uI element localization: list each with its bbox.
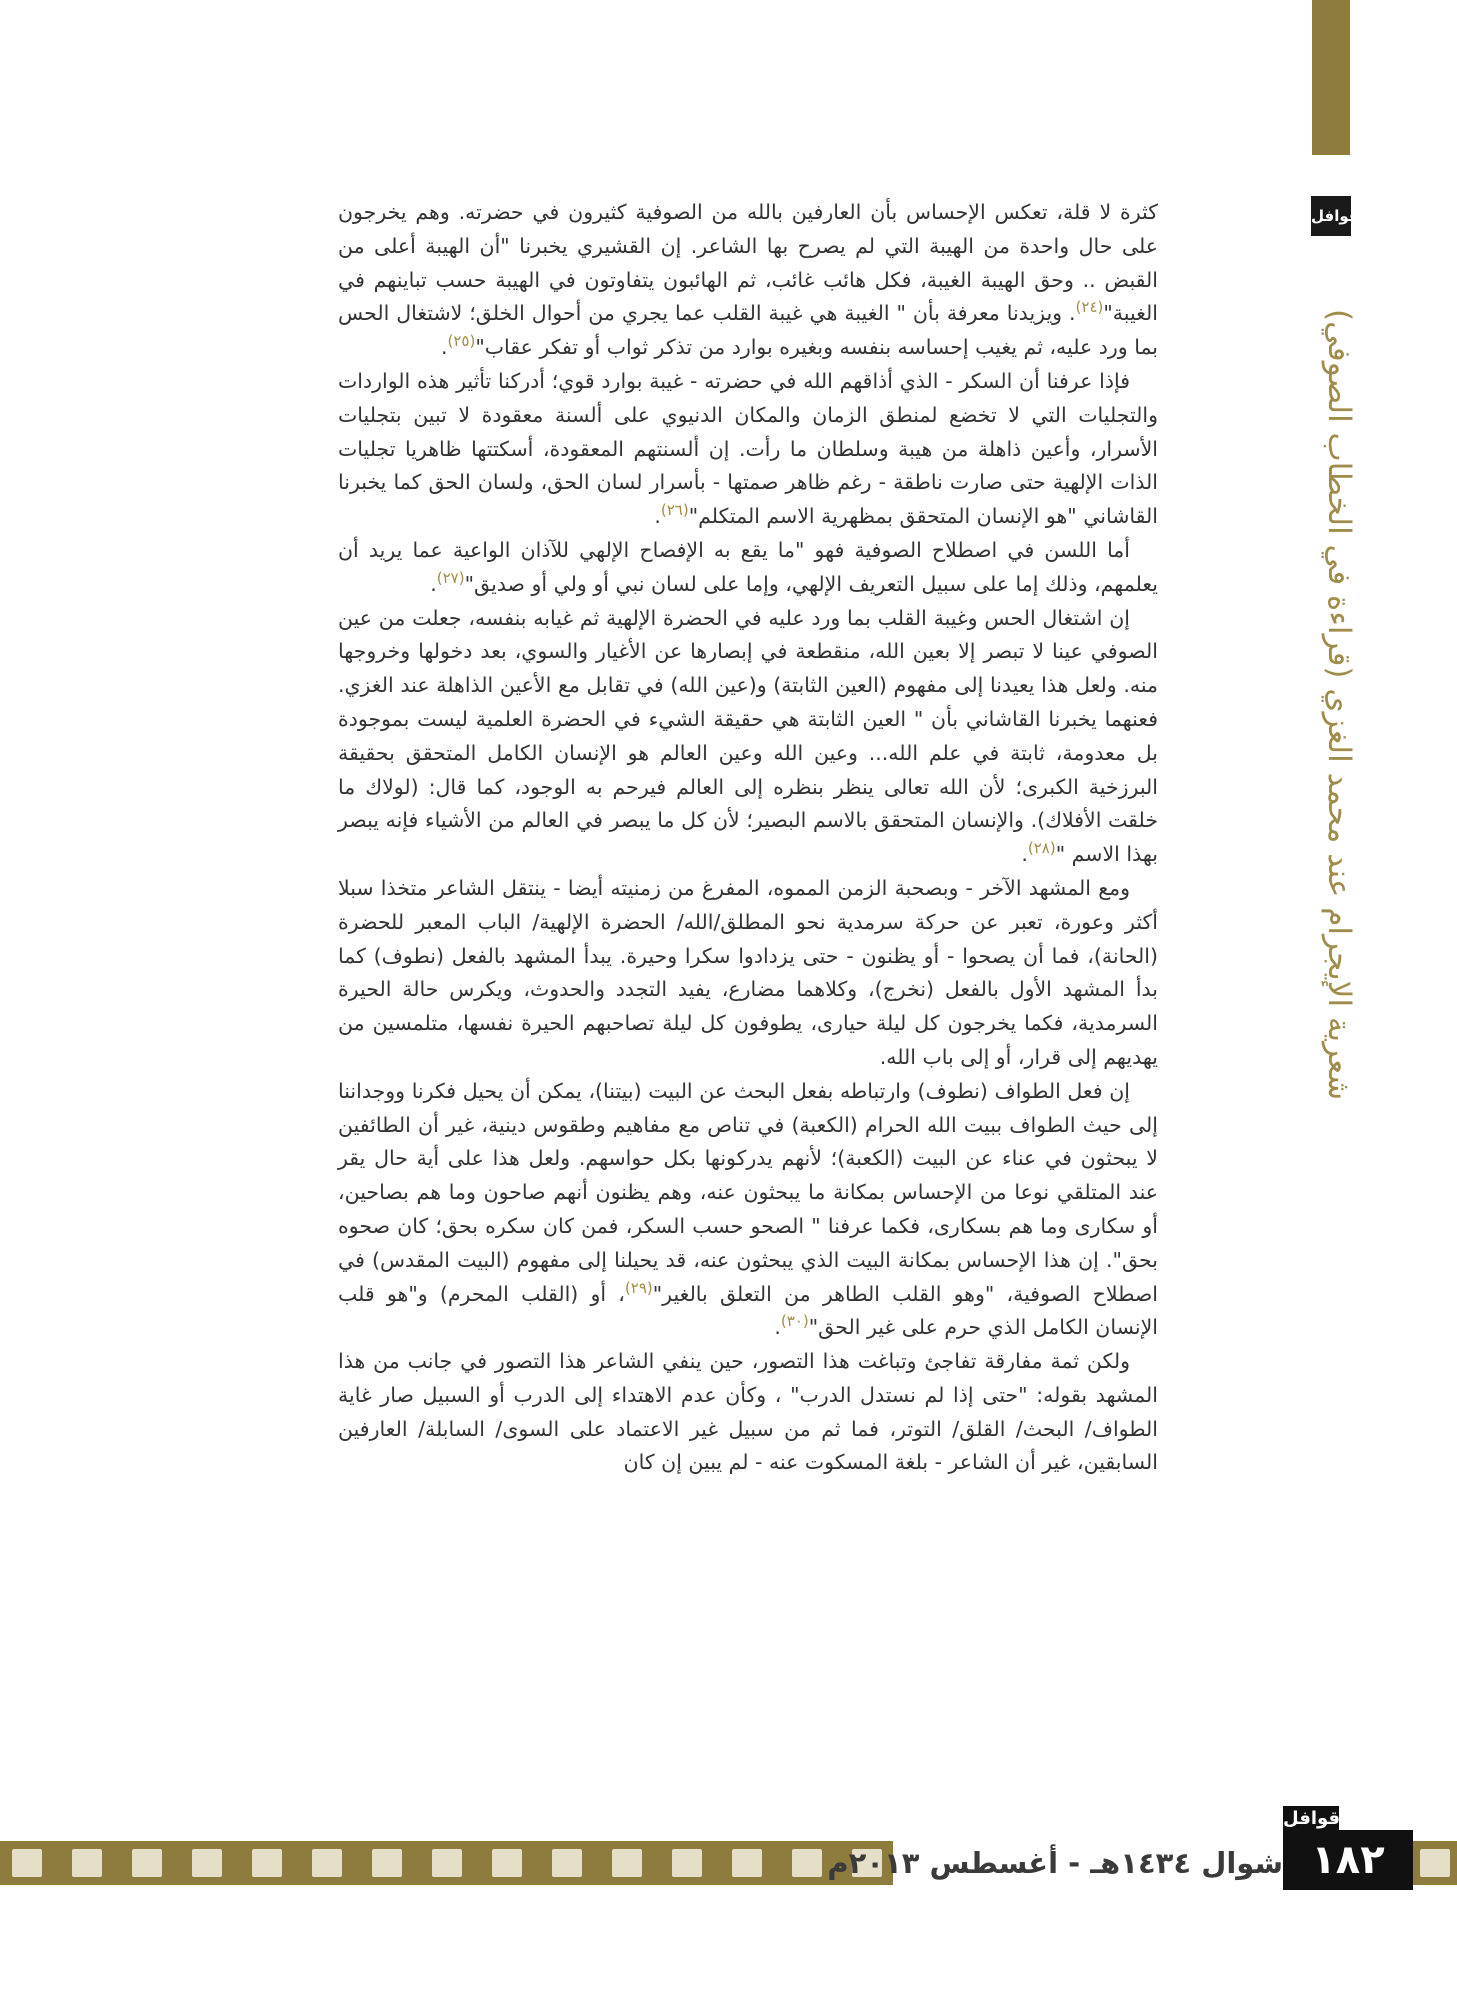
- paragraph-3: أما اللسن في اصطلاح الصوفية فهو "ما يقع به الإفصاح الإلهي للآذان الواعية عما يريد أن يعلمهم، وذلك إما على سبيل التعريف الإلهي، وإما على لسان نبي أو ولي أو صديق"$^{(٢٧)}$.: [338, 537, 1158, 596]
- article-body: [338, 196, 1158, 1480]
- magazine-logo: قوافل: [1283, 1806, 1339, 1832]
- paragraph-2: فإذا عرفنا أن السكر - الذي أذاقهم الله في حضرته - غيبة بوارد قوي؛ أدركنا تأثير هذه الواردات والتجليات التي لا تخضع لمنطق الزمان والمكان الدنيوي على ألسنة معقودة لا تبين بتجليات الأسرار، وأعين ذاهلة من هيبة وسلطان ما رأت. إن ألسنتهم المعقودة، أسكتتها ظاهريا تجليات الذات الإلهية حتى صارت ناطقة - رغم ظاهر صمتها - بأسرار لسان الحق، ولسان الحق كما يخبرنا القاشاني "هو الإنسان المتحقق بمظهرية الاسم المتكلم"$^{(٢٦)}$.: [338, 368, 1158, 529]
- paragraph-4: إن اشتغال الحس وغيبة القلب بما ورد عليه في الحضرة الإلهية ثم غيابه بنفسه، جعلت من عين الصوفي عينا لا تبصر إلا بعين الله، منقطعة في إبصارها عن الأغيار والسوي، بعد دخولها وخروجها منه. ولعل هذا يعيدنا إلى مفهوم (العين الثابتة) و(عين الله) في تقابل مع الأعين الذاهلة عند الغزي. فعنهما يخبرنا القاشاني بأن " العين الثابتة هي حقيقة الشيء في الحضرة العلمية ليست بموجودة بل معدومة، ثابتة في علم الله... وعين الله وعين العالم هو الإنسان الكامل المتحقق بحقيقة البرزخية الكبرى؛ لأن الله تعالى ينظر بنظره إلى العالم فيرحم به الوجود، كما قال: (لولاك ما خلقت الأفلاك). والإنسان المتحقق بالاسم البصير؛ لأن كل ما يبصر في العالم من الأشياء فإنه يبصر بهذا الاسم "$^{(٢٨)}$.: [338, 605, 1158, 867]
- pattern-block: [312, 1849, 342, 1877]
- issue-date: شوال ١٤٣٤هـ - أغسطس ٢٠١٣م: [893, 1838, 1283, 1888]
- magazine-logo-side: قوافل: [1311, 196, 1351, 236]
- paragraph-5: ومع المشهد الآخر - وبصحبة الزمن المموه، المفرغ من زمنيته أيضا - ينتقل الشاعر متخذا سبلا أكثر وعورة، تعبر عن حركة سرمدية نحو المطلق/الله/ الحضرة الإلهية/ الباب المعبر للحضرة (الحانة)، فما أن يصحوا - أو يظنون - حتى يزدادوا سكرا وحيرة. يبدأ المشهد بالفعل (نطوف) كما بدأ المشهد الأول بالفعل (نخرج)، وكلاهما مضارع، يفيد التجدد والحدوث، ويكرس حالة الحيرة السرمدية، فكما يخرجون كل ليلة حيارى، يطوفون كل ليلة تصاحبهم الحيرة نفسها، متلمسين من يهديهم إلى قرار، أو إلى باب الله.: [338, 875, 1158, 1069]
- pattern-block: [672, 1849, 702, 1877]
- pattern-block: [72, 1849, 102, 1877]
- paragraph-1: كثرة لا قلة، تعكس الإحساس بأن العارفين بالله من الصوفية كثيرون في حضرته. وهم يخرجون على حال واحدة من الهيبة التي لم يصرح بها الشاعر. إن القشيري يخبرنا "أن الهيبة أعلى من القبض .. وحق الهيبة الغيبة، فكل هائب غائب، ثم الهائبون يتفاوتون في الهيبة حسب تباينهم في الغيبة"$^{(٢٤)}$. ويزيدنا معرفة بأن " الغيبة هي غيبة القلب عما يجري من أحوال الخلق؛ لاشتغال الحس بما ورد عليه، ثم يغيب إحساسه بنفسه وبغيره بوارد من تذكر ثواب أو تفكر عقاب"$^{(٢٥)}$.: [338, 200, 1158, 360]
- pattern-block: [1420, 1849, 1450, 1877]
- paragraph-6: إن فعل الطواف (نطوف) وارتباطه بفعل البحث عن البيت (بيتنا)، يمكن أن يحيل فكرنا ووجداننا إلى حيث الطواف ببيت الله الحرام (الكعبة) في تناص مع مفاهيم وطقوس دينية، غير أن الطائفين لا يبحثون في عناء عن البيت (الكعبة)؛ لأنهم يدركونها بكل حواسهم. ولعل هذا على أية حال يقر عند المتلقي نوعا من الإحساس بمكانة ما يبحثون عنه، وهم يظنون أنهم صاحون وما هم بصاحين، أو سكارى وما هم بسكارى، فكما عرفنا " الصحو حسب السكر، فمن كان سكره بحق؛ كان صحوه بحق". إن هذا الإحساس بمكانة البيت الذي يبحثون عنه، قد يحيلنا إلى مفهوم (البيت المقدس) في اصطلاح الصوفية، "وهو القلب الطاهر من التعلق بالغير"$^{(٢٩)}$، أو (القلب المحرم) و"هو قلب الإنسان الكامل الذي حرم على غير الحق"$^{(٣٠)}$.: [338, 1078, 1159, 1340]
- pattern-block: [552, 1849, 582, 1877]
- paragraph-7: ولكن ثمة مفارقة تفاجئ وتباغت هذا التصور، حين ينفي الشاعر هذا التصور في جانب من هذا المشهد بقوله: "حتى إذا لم نستدل الدرب" ، وكأن عدم الاهتداء إلى الدرب أو السبيل صار غاية الطواف/ البحث/ القلق/ التوتر، فما ثم من سبيل غير الاعتماد على السوى/ السابلة/ العارفين السابقين، غير أن الشاعر - بلغة المسكوت عنه - لم يبين إن كان: [338, 1349, 1158, 1475]
- pattern-block: [132, 1849, 162, 1877]
- pattern-block: [372, 1849, 402, 1877]
- pattern-block: [612, 1849, 642, 1877]
- side-accent-gap: [1312, 155, 1350, 185]
- side-accent-strip: [1312, 0, 1350, 155]
- pattern-block: [192, 1849, 222, 1877]
- pattern-block: [252, 1849, 282, 1877]
- pattern-block: [12, 1849, 42, 1877]
- running-title: شعرية الإيجرام عند محمد الغزي (قراءة في الخطاب الصوفي): [1321, 308, 1357, 1100]
- page-number: ١٨٢: [1283, 1830, 1413, 1890]
- pattern-block: [492, 1849, 522, 1877]
- pattern-block: [432, 1849, 462, 1877]
- pattern-block: [732, 1849, 762, 1877]
- pattern-block: [792, 1849, 822, 1877]
